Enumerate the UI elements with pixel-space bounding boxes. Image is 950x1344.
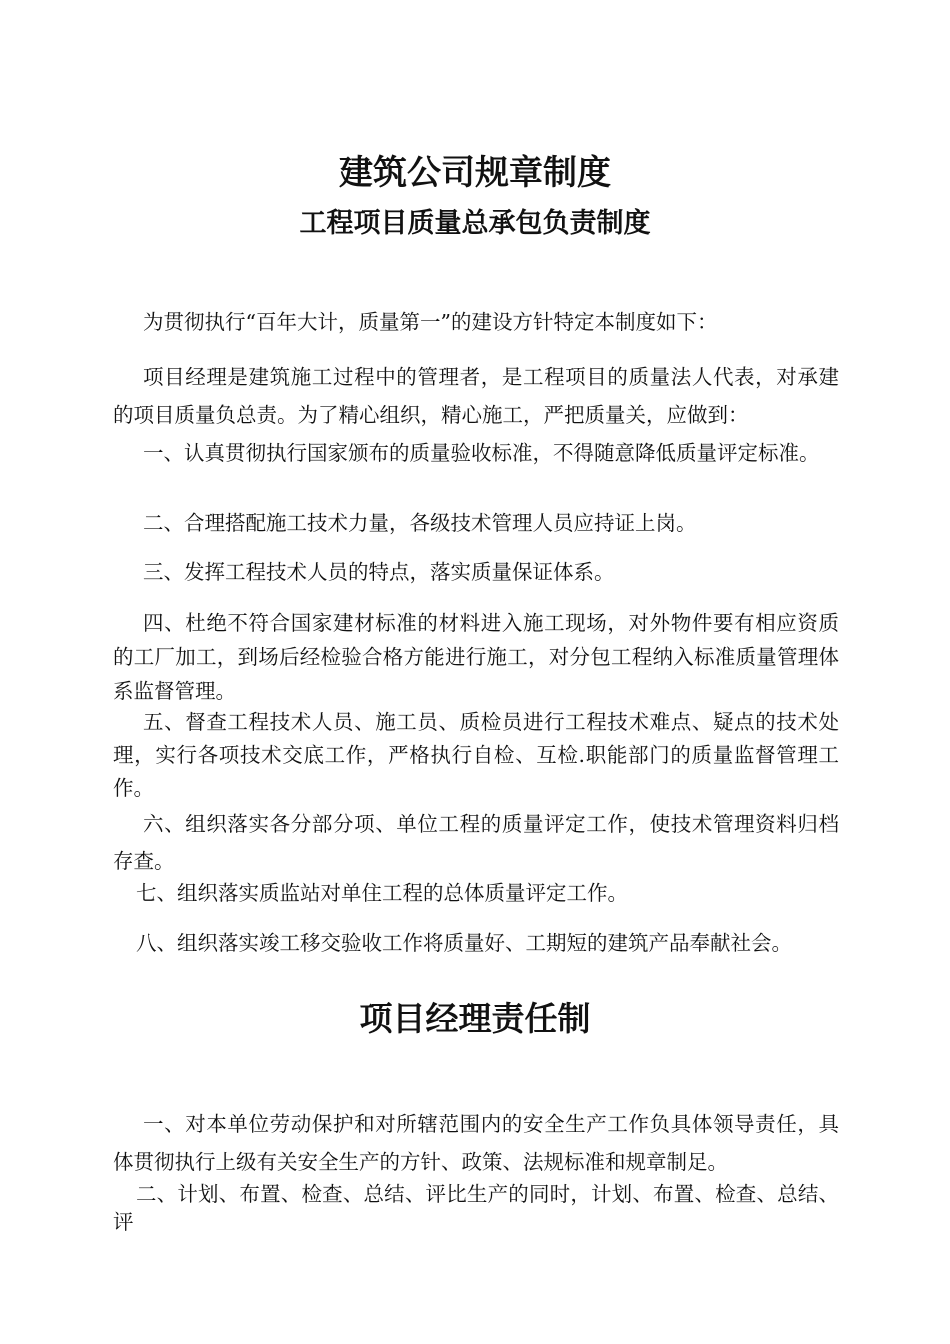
- item-7: 七、组织落实质监站对单住工程的总体质量评定工作。: [136, 881, 628, 905]
- main-title: 建筑公司规章制度: [339, 153, 611, 193]
- item-5: 五、督查工程技术人员、施工员、质检员进行工程技术难点、疑点的技术处理，实行各项技术交底工作，严格执行自检、互检.职能部门的质量监督管理工作。: [113, 710, 839, 800]
- item-1: 一、认真贯彻执行国家颁布的质量验收标准，不得随意降低质量评定标准。: [143, 441, 820, 465]
- section-title: 项目经理责任制: [359, 999, 591, 1038]
- item-8: 八、组织落实竣工移交验收工作将质量好、工期短的建筑产品奉献社会。: [136, 931, 792, 955]
- item-2: 二、合理搭配施工技术力量，各级技术管理人员应持证上岗。: [143, 511, 697, 535]
- item-3: 三、发挥工程技术人员的特点，落实质量保证体系。: [143, 560, 615, 584]
- intro-paragraph: 为贯彻执行“百年大计，质量第一”的建设方针特定本制度如下：: [143, 310, 718, 334]
- section-item-2: 二、计划、布置、检查、总结、评比生产的同时，计划、布置、检查、总结、评: [113, 1182, 839, 1234]
- item-4: 四、杜绝不符合国家建材标准的材料进入施工现场，对外物件要有相应资质的工厂加工，到场后经检验合格方能进行施工，对分包工程纳入标准质量管理体系监督管理。: [113, 611, 839, 703]
- item-6: 六、组织落实各分部分项、单位工程的质量评定工作，使技术管理资料归档存查。: [113, 812, 839, 873]
- paragraph-1: 项目经理是建筑施工过程中的管理者，是工程项目的质量法人代表，对承建的项目质量负总责。为了精心组织，精心施工，严把质量关，应做到：: [113, 365, 839, 427]
- section-item-1: 一、对本单位劳动保护和对所辖范围内的安全生产工作负具体领导责任，具体贯彻执行上级有关安全生产的方针、政策、法规标准和规章制足。: [113, 1112, 839, 1174]
- sub-title: 工程项目质量总承包负责制度: [299, 208, 651, 239]
